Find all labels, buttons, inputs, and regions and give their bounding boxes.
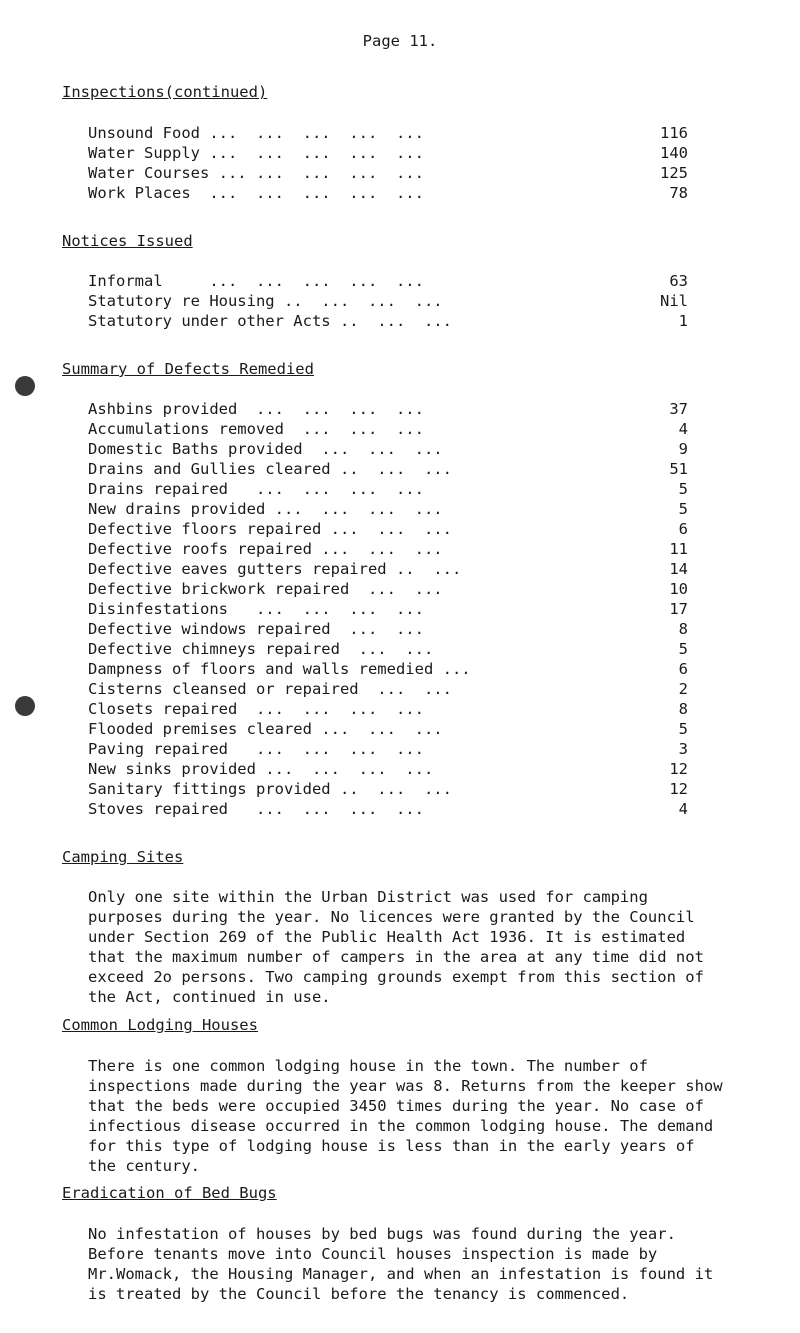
bedbugs-heading: Eradication of Bed Bugs bbox=[62, 1184, 277, 1202]
list-item bbox=[88, 520, 688, 540]
item-value: 3 bbox=[678, 740, 688, 758]
item-value: 8 bbox=[678, 620, 688, 638]
defects-heading: Summary of Defects Remedied bbox=[62, 360, 314, 378]
list-item bbox=[88, 440, 688, 460]
list-item bbox=[88, 640, 688, 660]
item-value: 37 bbox=[669, 400, 688, 418]
list-item bbox=[88, 400, 688, 420]
notices-heading: Notices Issued bbox=[62, 232, 193, 250]
item-value: 9 bbox=[678, 440, 688, 458]
item-label: Defective chimneys repaired ... ... bbox=[88, 640, 434, 658]
punch-hole-top bbox=[15, 376, 35, 396]
list-item bbox=[88, 500, 688, 520]
item-label: New drains provided ... ... ... ... bbox=[88, 500, 443, 518]
item-label: New sinks provided ... ... ... ... bbox=[88, 760, 434, 778]
item-label: Ashbins provided ... ... ... ... bbox=[88, 400, 424, 418]
lodging-heading: Common Lodging Houses bbox=[62, 1016, 258, 1034]
item-label: Accumulations removed ... ... ... bbox=[88, 420, 424, 438]
item-label: Informal ... ... ... ... ... bbox=[88, 272, 424, 290]
list-item bbox=[88, 760, 688, 780]
item-value: 4 bbox=[678, 800, 688, 818]
item-label: Sanitary fittings provided .. ... ... bbox=[88, 780, 452, 798]
punch-hole-bottom bbox=[15, 696, 35, 716]
list-item bbox=[88, 144, 688, 164]
item-value: 125 bbox=[660, 164, 688, 182]
bedbugs-paragraph: No infestation of houses by bed bugs was found during the year. Before tenants move into Council houses inspection is made by Mr.Womack, the Housing Manager, and when an infestation is found it is treated by the Council before the tenancy is commenced. bbox=[88, 1225, 714, 1303]
list-item bbox=[88, 700, 688, 720]
item-label: Defective floors repaired ... ... ... bbox=[88, 520, 452, 538]
list-item bbox=[88, 660, 688, 680]
item-label: Defective eaves gutters repaired .. ... bbox=[88, 560, 462, 578]
item-value: 12 bbox=[669, 760, 688, 778]
list-item bbox=[88, 292, 688, 312]
item-value: 1 bbox=[678, 312, 688, 330]
item-label: Drains and Gullies cleared .. ... ... bbox=[88, 460, 452, 478]
list-item bbox=[88, 272, 688, 292]
item-value: 140 bbox=[660, 144, 688, 162]
item-value: 8 bbox=[678, 700, 688, 718]
list-item bbox=[88, 740, 688, 760]
item-label: Defective roofs repaired ... ... ... bbox=[88, 540, 443, 558]
item-label: Drains repaired ... ... ... ... bbox=[88, 480, 424, 498]
item-label: Disinfestations ... ... ... ... bbox=[88, 600, 424, 618]
list-item bbox=[88, 184, 688, 204]
item-value: 78 bbox=[669, 184, 688, 202]
item-value: 63 bbox=[669, 272, 688, 290]
item-value: 6 bbox=[678, 660, 688, 678]
item-label: Defective brickwork repaired ... ... bbox=[88, 580, 443, 598]
item-label: Water Courses ... ... ... ... ... bbox=[88, 164, 424, 182]
inspections-heading: Inspections(continued) bbox=[62, 83, 268, 101]
list-item bbox=[88, 800, 688, 820]
item-label: Stoves repaired ... ... ... ... bbox=[88, 800, 424, 818]
list-item bbox=[88, 480, 688, 500]
item-value: 12 bbox=[669, 780, 688, 798]
item-value: 6 bbox=[678, 520, 688, 538]
item-value: 116 bbox=[660, 124, 688, 142]
item-value: 4 bbox=[678, 420, 688, 438]
list-item bbox=[88, 780, 688, 800]
item-value: 14 bbox=[669, 560, 688, 578]
item-value: 10 bbox=[669, 580, 688, 598]
list-item bbox=[88, 460, 688, 480]
list-item bbox=[88, 540, 688, 560]
item-label: Paving repaired ... ... ... ... bbox=[88, 740, 424, 758]
list-item bbox=[88, 680, 688, 700]
item-label: Work Places ... ... ... ... ... bbox=[88, 184, 424, 202]
list-item bbox=[88, 420, 688, 440]
item-label: Defective windows repaired ... ... bbox=[88, 620, 424, 638]
list-item bbox=[88, 560, 688, 580]
item-label: Cisterns cleansed or repaired ... ... bbox=[88, 680, 452, 698]
item-value: 17 bbox=[669, 600, 688, 618]
item-label: Statutory re Housing .. ... ... ... bbox=[88, 292, 443, 310]
camping-heading: Camping Sites bbox=[62, 848, 184, 866]
list-item bbox=[88, 312, 688, 332]
page-number: Page 11. bbox=[362, 32, 438, 50]
list-item bbox=[88, 164, 688, 184]
item-value: 5 bbox=[678, 720, 688, 738]
item-value: 5 bbox=[678, 500, 688, 518]
item-label: Closets repaired ... ... ... ... bbox=[88, 700, 424, 718]
item-value: 5 bbox=[678, 640, 688, 658]
item-value: 5 bbox=[678, 480, 688, 498]
item-label: Flooded premises cleared ... ... ... bbox=[88, 720, 443, 738]
camping-paragraph: Only one site within the Urban District was used for camping purposes during the year. No licences were granted by the Council under Section 269 of the Public Health Act 1936. It is estimated that the maximum number of campers in the area at any time did not exceed 2o persons. Two camping grounds exempt from this section of the Act, continued in use. bbox=[88, 888, 704, 1006]
list-item bbox=[88, 600, 688, 620]
lodging-paragraph: There is one common lodging house in the town. The number of inspections made during the year was 8. Returns from the keeper show that the beds were occupied 3450 times during the year. No case of infectious disease occurred in the common lodging house. The demand for this type of lodging house is less than in the early years of the century. bbox=[88, 1057, 723, 1175]
list-item bbox=[88, 580, 688, 600]
list-item bbox=[88, 720, 688, 740]
item-value: 2 bbox=[678, 680, 688, 698]
item-label: Unsound Food ... ... ... ... ... bbox=[88, 124, 424, 142]
item-label: Dampness of floors and walls remedied ... bbox=[88, 660, 471, 678]
item-label: Domestic Baths provided ... ... ... bbox=[88, 440, 443, 458]
item-value: Nil bbox=[660, 292, 688, 310]
item-label: Water Supply ... ... ... ... ... bbox=[88, 144, 424, 162]
item-value: 11 bbox=[669, 540, 688, 558]
list-item bbox=[88, 620, 688, 640]
item-label: Statutory under other Acts .. ... ... bbox=[88, 312, 452, 330]
list-item bbox=[88, 124, 688, 144]
item-value: 51 bbox=[669, 460, 688, 478]
